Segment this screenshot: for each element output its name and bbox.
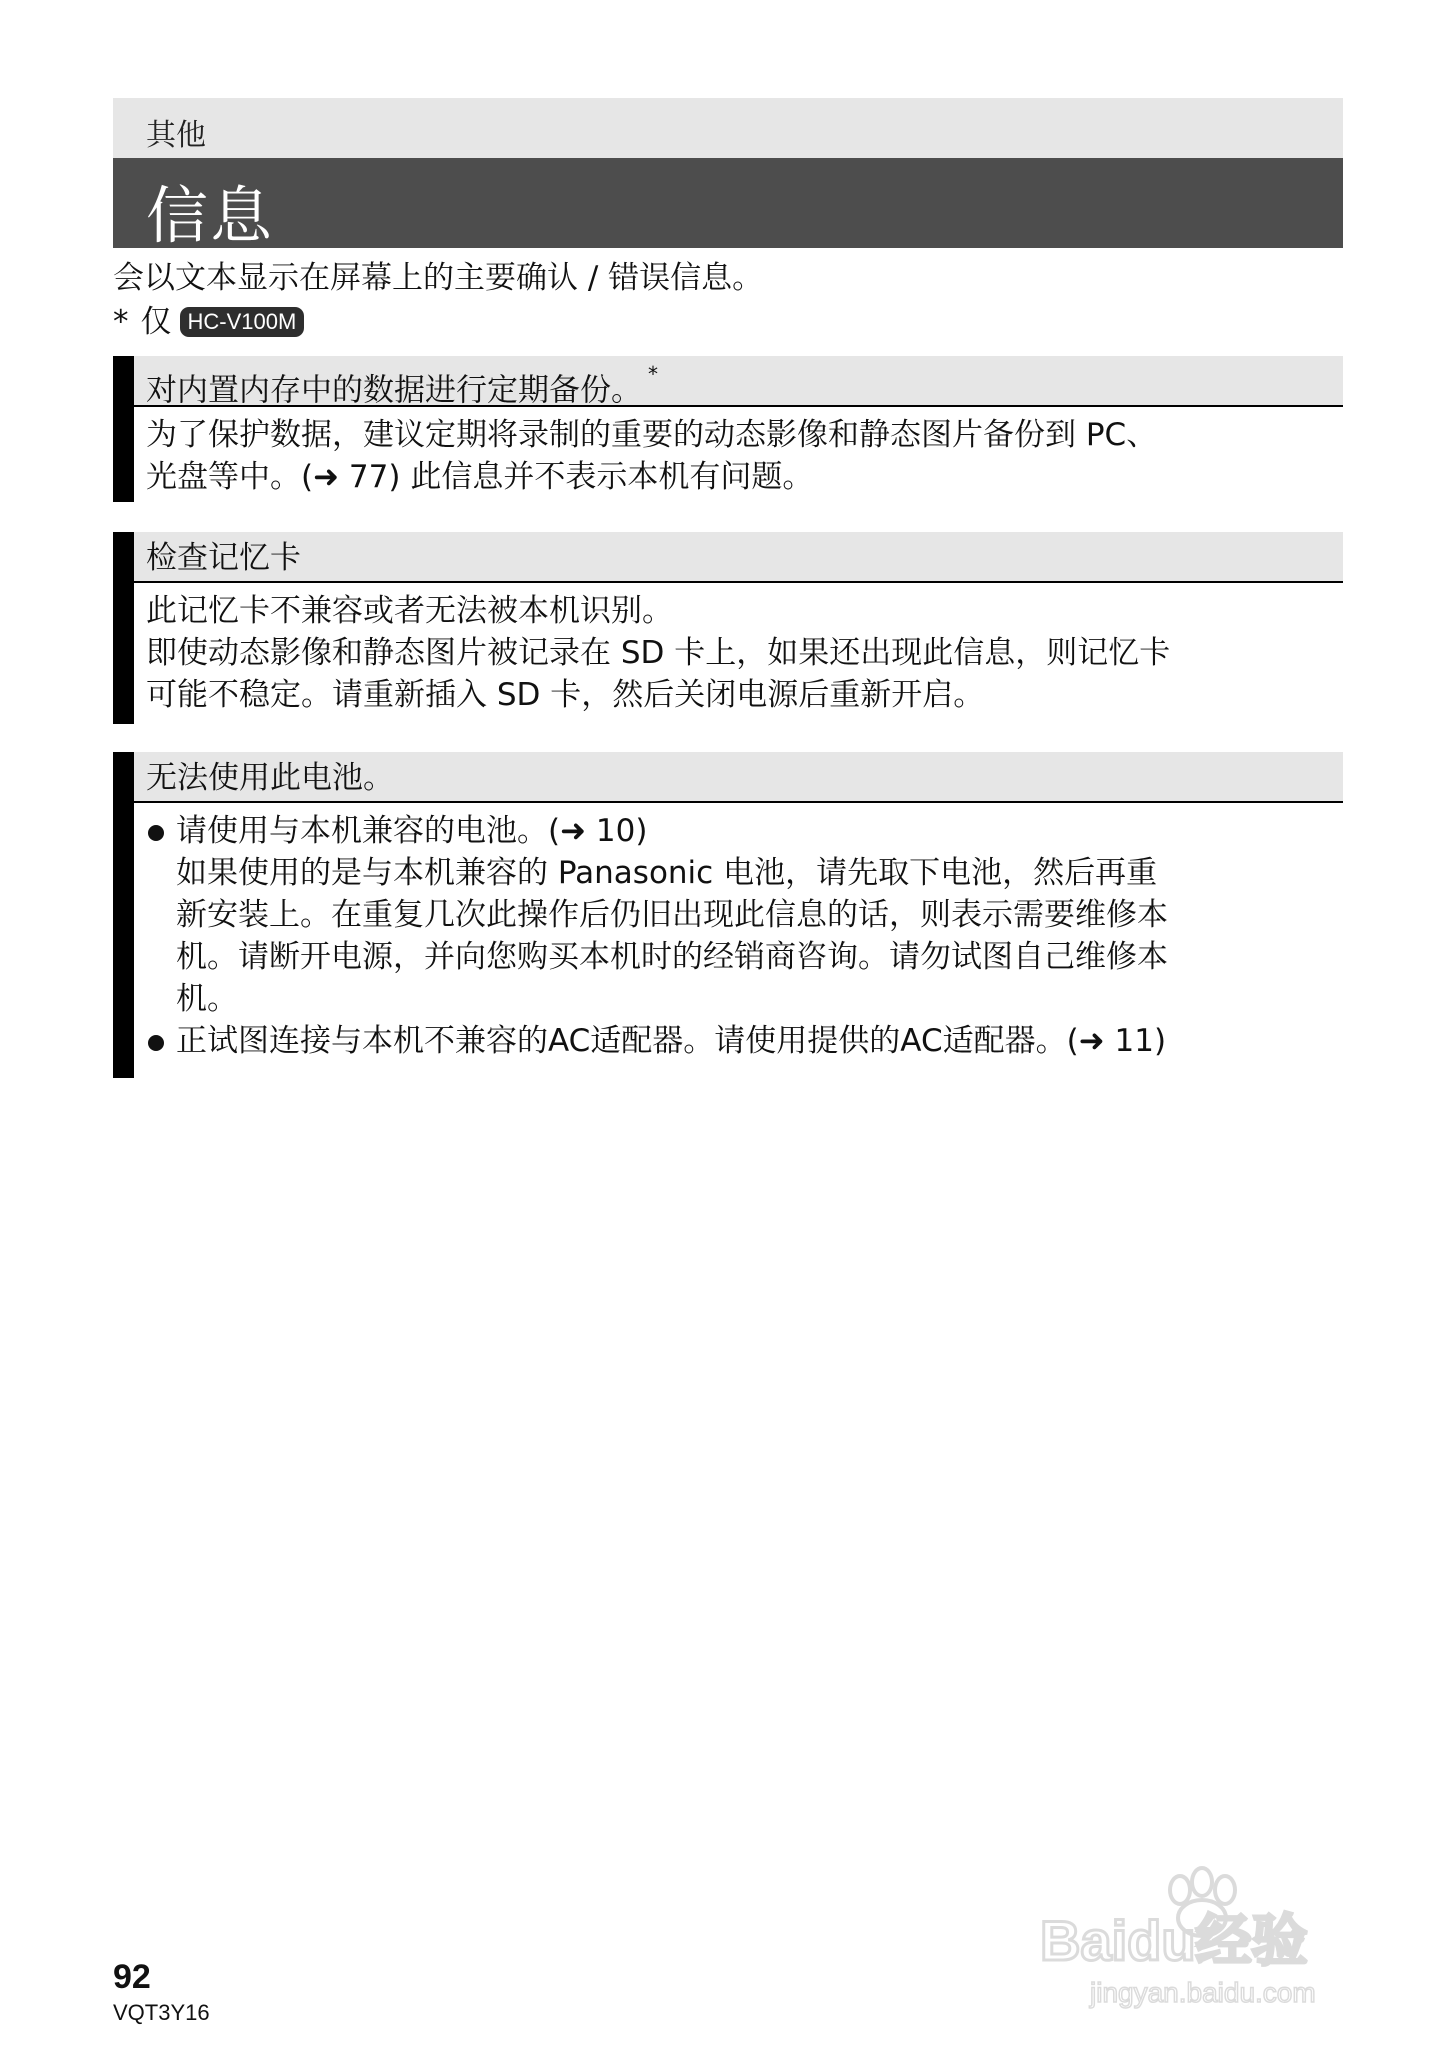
watermark-url: jingyan.baidu.com (1090, 1977, 1316, 2008)
body-line: 新安装上。在重复几次此操作后仍旧出现此信息的话，则表示需要维修本 (176, 897, 1168, 933)
body-line: 机。 (176, 981, 238, 1017)
body-line: 如果使用的是与本机兼容的 Panasonic 电池，请先取下电池，然后再重 (176, 855, 1158, 891)
body-line: 光盘等中。(➜ 77) 此信息并不表示本机有问题。 (146, 459, 814, 495)
section-label: 其他 (146, 118, 206, 153)
message-bar (113, 752, 134, 1078)
message-body (146, 414, 1336, 498)
document-code: VQT3Y16 (113, 2000, 210, 2025)
bullet-icon (148, 1035, 164, 1051)
body-line: 正试图连接与本机不兼容的AC适配器。请使用提供的AC适配器。(➜ 11) (176, 1023, 1167, 1059)
note-prefix: 仅 (140, 304, 172, 340)
body-line: 此记忆卡不兼容或者无法被本机识别。 (146, 593, 673, 629)
bullet-icon (148, 825, 164, 841)
body-line: 请使用与本机兼容的电池。(➜ 10) (176, 813, 648, 849)
message-body (146, 810, 1342, 1062)
section-band (113, 98, 1343, 158)
title-bar (113, 158, 1343, 248)
heading-asterisk: * (648, 362, 658, 386)
list-item (146, 1020, 1342, 1062)
body-line: 可能不稳定。请重新插入 SD 卡，然后关闭电源后重新开启。 (146, 677, 985, 713)
message-heading-text: 对内置内存中的数据进行定期备份。 (146, 372, 642, 409)
baidu-watermark-logo (1030, 1860, 1360, 2010)
message-heading-band (134, 532, 1343, 583)
model-note (113, 302, 304, 342)
intro-text: 会以文本显示在屏幕上的主要确认 / 错误信息。 (113, 260, 764, 296)
message-body (146, 590, 1336, 716)
message-heading (146, 362, 658, 410)
message-heading: 无法使用此电池。 (146, 760, 394, 796)
model-badge: HC-V100M (180, 307, 305, 337)
list-item (146, 810, 1342, 1020)
body-line: 机。请断开电源，并向您购买本机时的经销商咨询。请勿试图自己维修本 (176, 939, 1168, 975)
page-title: 信息 (146, 179, 275, 252)
body-line: 即使动态影像和静态图片被记录在 SD 卡上，如果还出现此信息，则记忆卡 (146, 635, 1171, 671)
watermark-brand: Baidu经验 (1040, 1909, 1308, 1972)
message-heading: 检查记忆卡 (146, 540, 301, 576)
page-number: 92 (113, 1958, 151, 1996)
body-line: 为了保护数据，建议定期将录制的重要的动态影像和静态图片备份到 PC、 (146, 417, 1158, 453)
message-bar (113, 532, 134, 724)
note-asterisk: * (113, 304, 129, 340)
message-bar (113, 356, 134, 502)
